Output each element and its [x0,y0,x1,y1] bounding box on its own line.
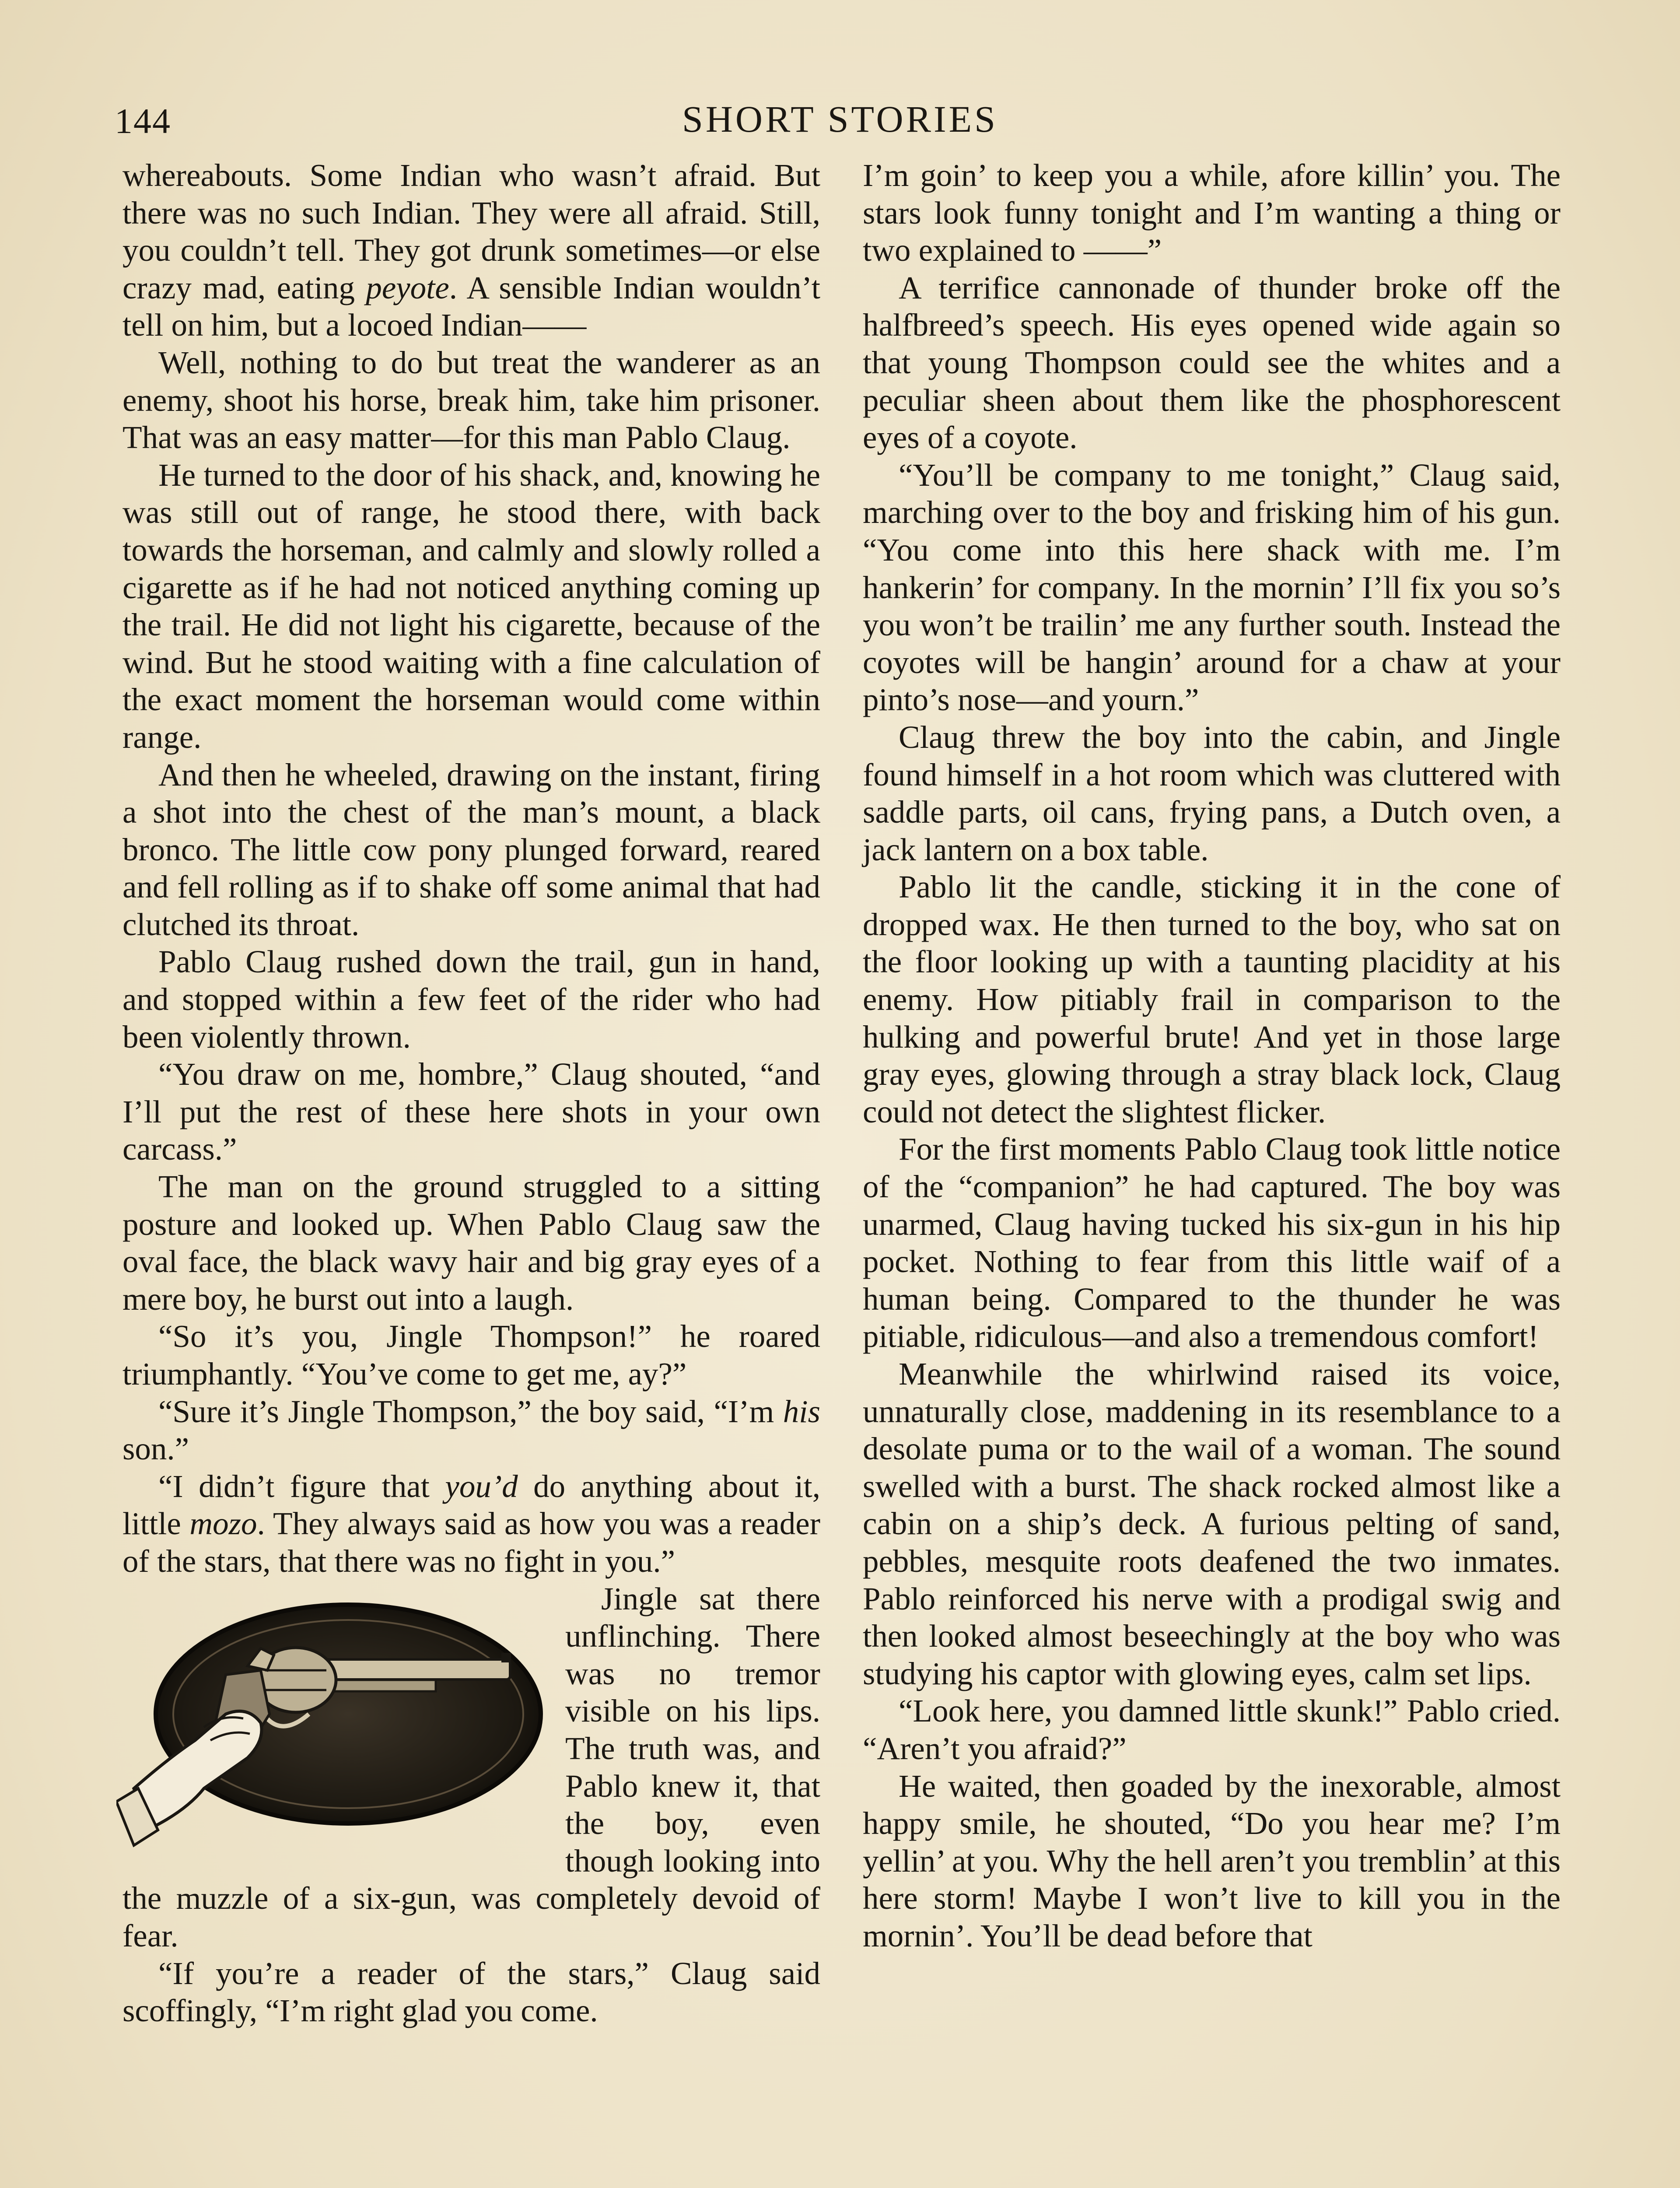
left-text-column [122,157,820,2030]
paragraph: A terrifice cannonade of thunder broke off the halfbreed’s speech. His eyes opened wide again so that young Thompson could see the whites and a peculiar sheen about them like the phosphorescent eyes of a coyote. [863,270,1561,456]
paragraph: “You’ll be company to me tonight,” Claug said, marching over to the boy and frisking him of his gun. “You come into this here shack with me. I’m hankerin’ for company. In the mornin’ I’ll fix you so’s you won’t be trailin’ me any further south. Instead the coyotes will be hangin’ around for a chaw at your pinto’s nose—and yourn.” [863,457,1561,718]
paragraph: Jingle sat there unflinching. There was no tremor visible on his lips. The truth was, and Pablo knew it, that the boy, even though looking into the muzzle of a six-gun, was completely devoid of fear. [122,1581,820,1953]
italic-word: you’d [445,1468,518,1504]
running-title: SHORT STORIES [682,98,998,140]
paragraph: Claug threw the boy into the cabin, and Jingle found himself in a hot room which was cluttered with saddle parts, oil cans, frying pans, a Dutch oven, a jack lantern on a box table. [863,719,1561,867]
paragraph-text: whereabouts. Some Indian who wasn’t afraid. But there was no such Indian. They were all afraid. Still, you couldn’t tell. They got drunk sometimes—or else crazy mad, eating [122,158,820,305]
paragraph: And then he wheeled, drawing on the instant, firing a shot into the chest of the man’s mount, a black bronco. The little cow pony plunged forward, reared and fell rolling as if to shake off some animal that had clutched its throat. [122,757,820,942]
italic-word: peyote [366,270,449,305]
right-text-column [863,157,1561,1955]
paragraph-text: do anything about it, little [122,1468,820,1542]
paragraph: “Look here, you damned little skunk!” Pablo cried. “Aren’t you afraid?” [863,1693,1561,1766]
italic-word: his [783,1393,820,1429]
paragraph-text: . They always said as how you was a reader of the stars, that there was no fight in you.” [122,1506,820,1579]
page-number: 144 [115,101,171,141]
paragraph: He turned to the door of his shack, and, knowing he was still out of range, he stood there, with back towards the horseman, and calmly and slowly rolled a cigarette as if he had not noticed anything coming up the trail. He did not light his cigarette, because of the wind. But he stood waiting with a fine calculation of the exact moment the horseman would come within range. [122,457,820,755]
paragraph [122,1393,820,1468]
paragraph [122,1468,820,1580]
paragraph [122,157,820,344]
paragraph: I’m goin’ to keep you a while, afore killin’ you. The stars look funny tonight and I’m wanting a thing or two explained to ——” [863,158,1561,268]
paragraph: “So it’s you, Jingle Thompson!” he roared triumphantly. “You’ve come to get me, ay?” [122,1318,820,1392]
paragraph: The man on the ground struggled to a sitting posture and looked up. When Pablo Claug saw the oval face, the black wavy hair and big gray eyes of a mere boy, he burst out into a laugh. [122,1169,820,1317]
paragraph: Pablo Claug rushed down the trail, gun in hand, and stopped within a few feet of the rider who had been violently thrown. [122,944,820,1055]
paragraph: For the first moments Pablo Claug took little notice of the “companion” he had captured. The boy was unarmed, Claug having tucked his six-gun in his hip pocket. Nothing to fear from this little waif of a human being. Compared to the thunder he was pitiable, ridiculous—and also a tremendous comfort! [863,1131,1561,1354]
paragraph: He waited, then goaded by the inexorable, almost happy smile, he shouted, “Do you hear me? I’m yellin’ at you. Why the hell aren’t you tremblin’ at this here storm! Maybe I won’t live to kill you in the mornin’. You’ll be dead before that [863,1768,1561,1953]
paragraph-text: “I didn’t figure that [158,1468,445,1504]
paragraph: Well, nothing to do but treat the wanderer as an enemy, shoot his horse, break him, take him prisoner. That was an easy matter—for this man Pablo Claug. [122,344,820,456]
paragraph: Meanwhile the whirlwind raised its voice, unnaturally close, maddening in its resemblance to a desolate puma or to the wail of a woman. The sound swelled with a burst. The shack rocked almost like a cabin on a ship’s deck. A furious pelting of sand, pebbles, mesquite roots deafened the two inmates. Pablo reinforced his nerve with a prodigal swig and then looked almost beseechingly at the boy who was studying his captor with glowing eyes, calm set lips. [863,1356,1561,1691]
paragraph: “If you’re a reader of the stars,” Claug said scoffingly, “I’m right glad you come. [122,1955,820,2029]
paragraph-text: “Sure it’s Jingle Thompson,” the boy said, “I’m [158,1393,783,1429]
paragraph-text: . A sensible Indian wouldn’t tell on him, but a locoed Indian—— [122,270,820,343]
italic-word: mozo [189,1506,257,1542]
paragraph-text: son.” [122,1431,189,1467]
paragraph: Pablo lit the candle, sticking it in the cone of dropped wax. He then turned to the boy, who sat on the floor looking up with a taunting placidity at his enemy. How pitiably frail in comparison to the hulking and powerful brute! And yet in those large gray eyes, glowing through a stray black lock, Claug could not detect the slightest flicker. [863,869,1561,1129]
paragraph: “You draw on me, hombre,” Claug shouted, “and I’ll put the rest of these here shots in your own carcass.” [122,1056,820,1167]
revolver-in-hand-icon [116,1583,555,1865]
